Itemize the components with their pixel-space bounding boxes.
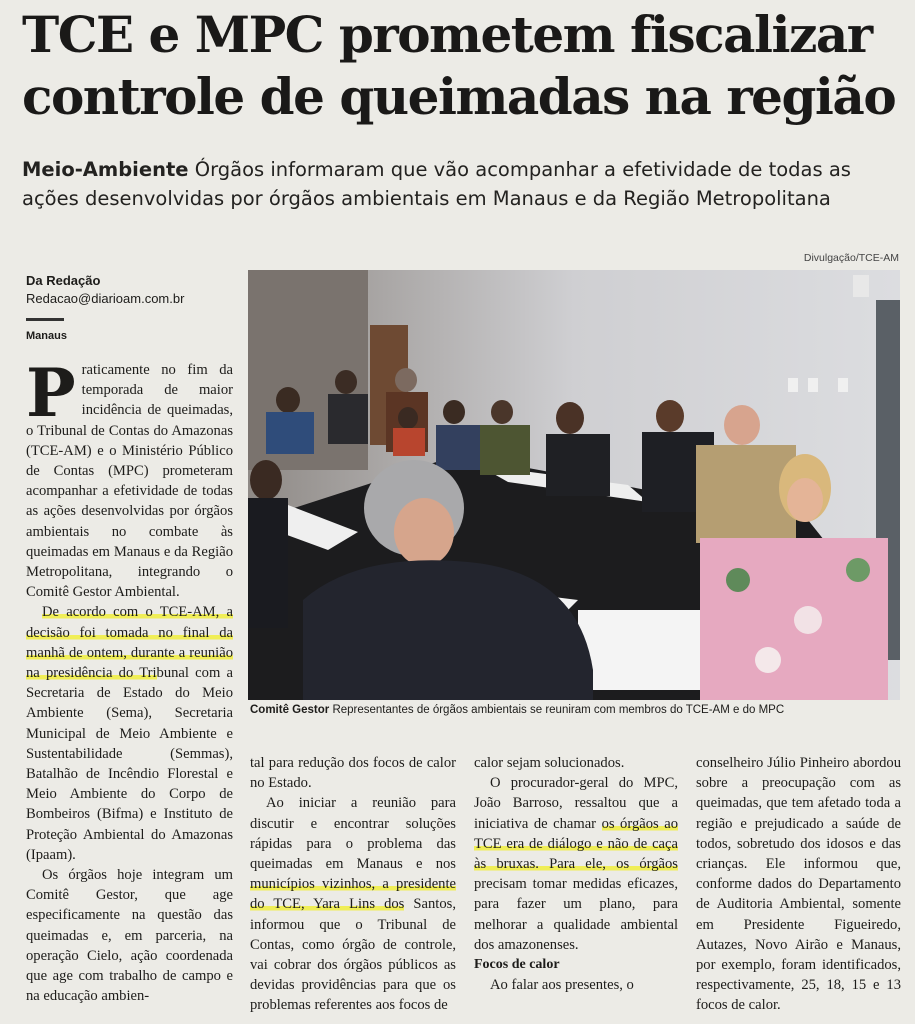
paragraph <box>474 975 678 995</box>
paragraph <box>696 753 901 1016</box>
paragraph-text: bunal com a Secretaria de Estado do Meio Ambiente (Sema), Secretaria Municipal de Meio Ambiente e Sustentabilidade (Semmas), Batalhão de Incêndio Florestal e Meio Ambiente do Corpo de Bombeiros (Bifma) e Instituto de Proteção Ambiental do Amazonas (Ipaam). <box>26 665 233 863</box>
paragraph <box>26 602 233 865</box>
subheadline <box>22 155 902 213</box>
paragraph-text: Santos, informou que o Tribunal de Contas, como órgão de controle, vai cobrar dos órgãos públicos as devidas providências para que os problemas referentes aos focos de <box>250 896 456 1014</box>
dateline-place: Manaus <box>26 330 67 342</box>
section-kicker: Meio-Ambiente <box>22 158 189 181</box>
photo-credit: Divulgação/TCE-AM <box>803 252 899 264</box>
paragraph-text: precisam tomar medidas eficazes, para fazer um plano, para melhorar a qualidade ambiental dos amazonenses. <box>474 876 678 953</box>
highlighted-text: De acordo com o TCE-AM, a decisão foi tomada no final da manhã de ontem, durante a reunião na presidência do Tri <box>26 604 233 682</box>
meeting-photo <box>248 270 900 700</box>
dropcap: P <box>26 354 76 432</box>
paragraph-text: raticamente no fim da temporada de maior incidência de queimadas, o Tribunal de Contas do Amazonas (TCE-AM) e o Ministério Público de Contas (MPC) prometeram acompanhar a efetividade de todas as ações desenvolvidas por órgãos ambientais no combate às queimadas em Manaus e da Região Metropolitana, integrando o Comitê Gestor Ambiental. <box>26 362 233 601</box>
meeting-photo-illustration <box>248 270 900 700</box>
paragraph-text: Ao iniciar a reunião para discutir e encontrar soluções rápidas para o problema das queimadas em Manaus e nos <box>250 795 456 873</box>
article-column-4 <box>696 753 901 1016</box>
paragraph <box>26 354 233 602</box>
subheadline-text: Órgãos informaram que vão acompanhar a efetividade de todas as ações desenvolvidas por órgãos ambientais em Manaus e da Região Metropolitana <box>22 158 851 210</box>
caption-label: Comitê Gestor <box>250 704 330 716</box>
paragraph <box>250 753 456 793</box>
section-subtitle: Focos de calor <box>474 957 560 973</box>
author-name: Da Redação <box>26 273 101 288</box>
paragraph-text: conselheiro Júlio Pinheiro abordou sobre a preocupação com as queimadas, que tem afetado toda a região e prejudicado a saúde de todos, sobretudo dos idosos e das crianças. Ele informou que, conforme dados do Departamento de Auditoria Ambiental, somente em Presidente Figueiredo, Autazes, Novo Airão e Manaus, por exemplo, foram identificados, respectivamente, 25, 18, 15 e 13 focos de calor. <box>696 755 901 1014</box>
caption-text: Representantes de órgãos ambientais se reuniram com membros do TCE-AM e do MPC <box>329 704 785 716</box>
paragraph <box>250 793 456 1015</box>
paragraph-text: tal para redução dos focos de calor no Estado. <box>250 755 456 792</box>
article-column-3 <box>474 753 678 995</box>
highlighted-text: municípios vizinhos, a presidente do TCE, Yara Lins dos <box>250 876 456 913</box>
paragraph-text: Os órgãos hoje integram um Comitê Gestor, que age especificamente na questão das queimadas e, em parceria, na operação Cielo, ação coordenada que age com trabalho de campo e na educação ambien- <box>26 867 233 1005</box>
author-email: Redacao@diarioam.com.br <box>26 291 185 306</box>
paragraph <box>26 865 233 1006</box>
photo-caption <box>250 702 910 718</box>
highlighted-text: os órgãos ao TCE era de diálogo e não de caça às bruxas. Para ele, os órgãos <box>474 815 678 873</box>
byline-rule <box>26 318 64 321</box>
paragraph-text: O procurador-geral do MPC, João Barroso, ressaltou que a iniciativa de chamar <box>474 775 678 832</box>
paragraph-text: Ao falar aos presentes, o <box>490 977 634 994</box>
paragraph-text: calor sejam solucionados. <box>474 755 625 771</box>
article-column-2 <box>250 753 456 1016</box>
paragraph <box>474 753 678 773</box>
paragraph <box>474 773 678 955</box>
byline <box>26 272 184 308</box>
article-column-1 <box>26 354 233 1007</box>
headline: TCE e MPC prometem fiscalizar controle de queimadas na região <box>22 5 896 126</box>
